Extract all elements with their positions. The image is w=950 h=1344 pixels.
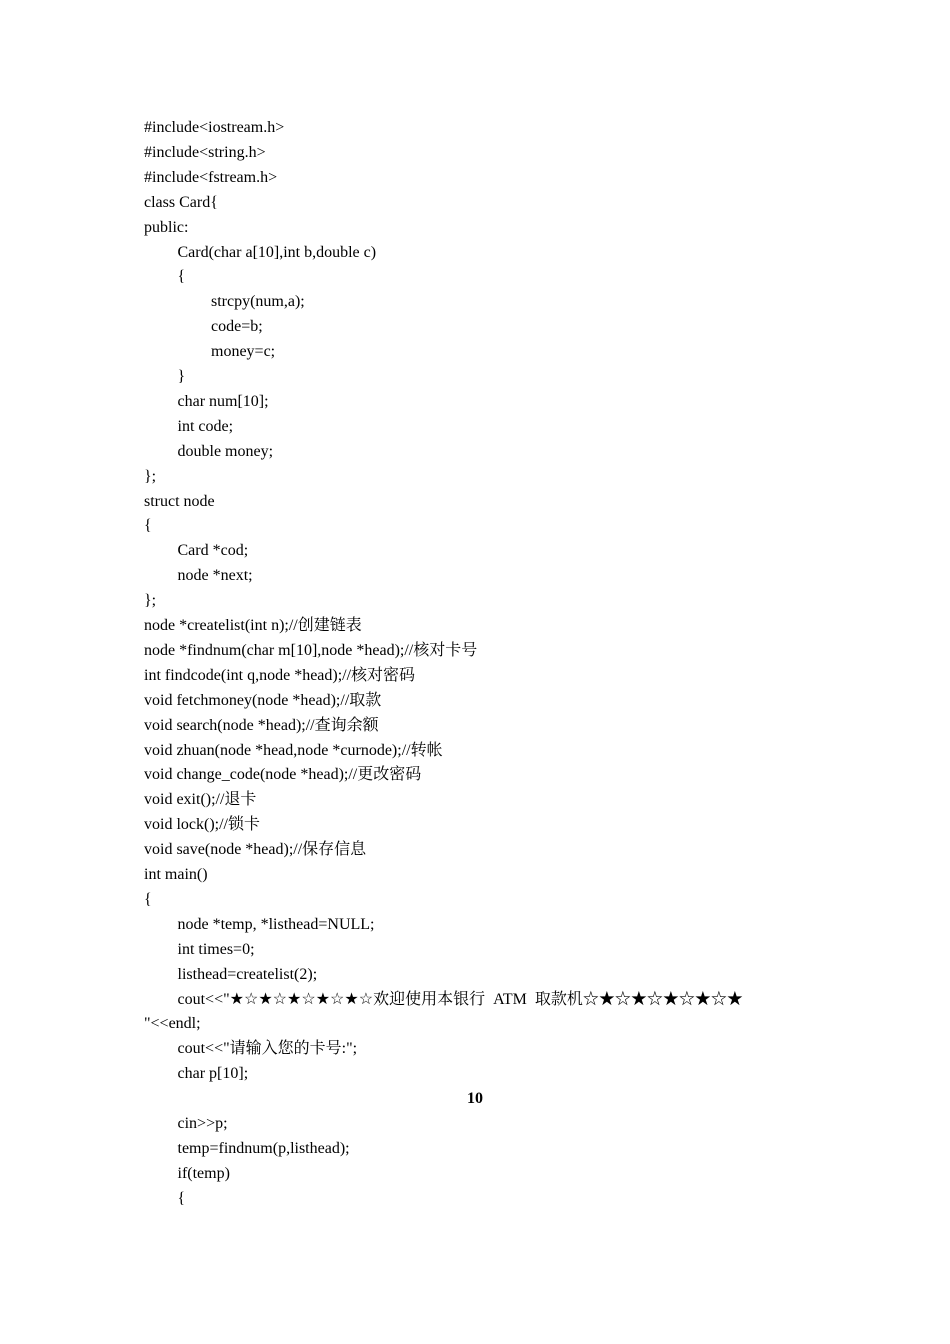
code-line: if(temp) — [177, 1164, 230, 1182]
code-line: void save(node *head);//保存信息 — [144, 841, 367, 859]
code-line: void exit();//退卡 — [144, 791, 257, 809]
code-line: { — [177, 268, 186, 286]
code-line: "<<endl; — [144, 1015, 201, 1033]
code-line: node *temp, *listhead=NULL; — [177, 915, 375, 933]
code-line: Card(char a[10],int b,double c) — [177, 243, 377, 261]
code-line: void fetchmoney(node *head);//取款 — [144, 691, 382, 709]
code-line: int code; — [177, 417, 234, 435]
code-line: listhead=createlist(2); — [177, 965, 318, 983]
code-line: node *next; — [177, 567, 253, 585]
code-line: void lock();//锁卡 — [144, 816, 260, 834]
code-line: void search(node *head);//查询余额 — [144, 716, 379, 734]
code-line: cout<<"★☆★☆★☆★☆★☆欢迎使用本银行 ATM 取款机☆★☆★☆★☆★☆★ — [177, 990, 743, 1008]
code-line: #include<iostream.h> — [144, 119, 285, 136]
code-line: char num[10]; — [177, 392, 269, 410]
code-line: class Card{ — [144, 193, 218, 211]
code-line: Card *cod; — [177, 542, 249, 560]
code-line: node *findnum(char m[10],node *head);//核对卡号 — [144, 641, 478, 659]
code-line: strcpy(num,a); — [211, 293, 305, 311]
code-line: { — [177, 1189, 186, 1207]
code-line: }; — [144, 592, 157, 610]
code-line: int main() — [144, 866, 208, 883]
code-line: char p[10]; — [177, 1065, 249, 1083]
code-line: public: — [144, 218, 189, 236]
code-line: double money; — [177, 442, 274, 460]
code-line: code=b; — [211, 318, 263, 336]
code-line: void zhuan(node *head,node *curnode);//转帐 — [144, 741, 443, 759]
page-number: 10 — [467, 1090, 483, 1107]
code-line: { — [144, 517, 152, 535]
code-line: money=c; — [211, 343, 276, 361]
code-line: void change_code(node *head);//更改密码 — [144, 766, 422, 784]
code-line: }; — [144, 467, 157, 485]
code-line: int times=0; — [177, 940, 255, 958]
code-line: cin>>p; — [177, 1115, 228, 1132]
code-line: #include<fstream.h> — [144, 168, 278, 186]
code-line: { — [144, 890, 152, 908]
code-line: #include<string.h> — [144, 143, 266, 161]
code-line: } — [177, 368, 186, 385]
code-line: temp=findnum(p,listhead); — [177, 1139, 350, 1157]
code-line: struct node — [144, 492, 215, 510]
code-line: cout<<"请输入您的卡号:"; — [177, 1040, 358, 1058]
code-line: int findcode(int q,node *head);//核对密码 — [144, 666, 416, 684]
code-line: node *createlist(int n);//创建链表 — [144, 617, 362, 634]
